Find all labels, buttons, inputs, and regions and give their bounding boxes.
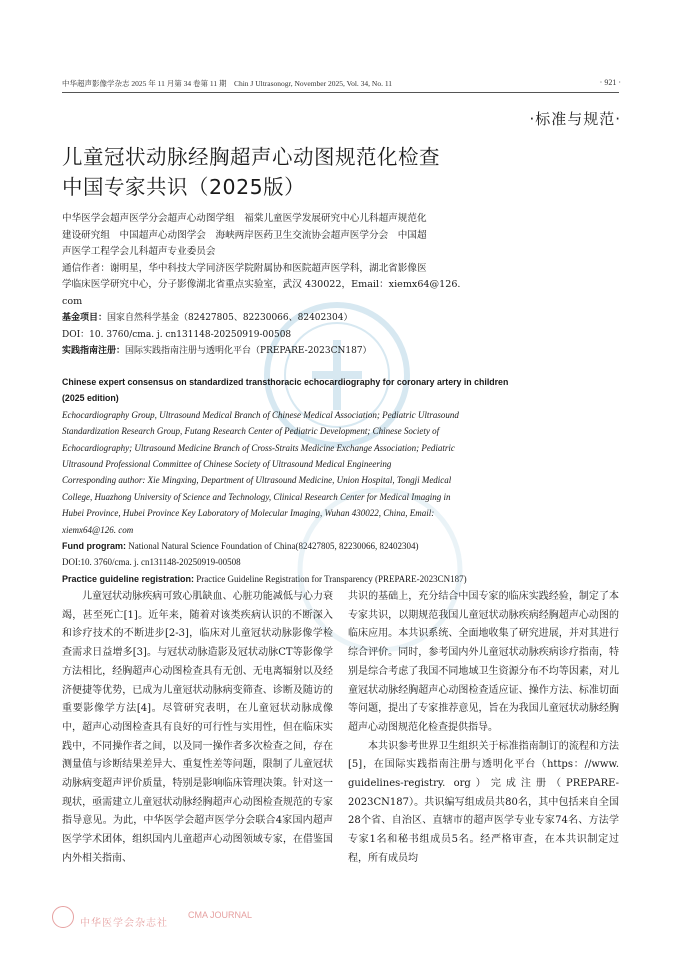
text-line: 访的重要影像学方法[4]。尽管研究表明，在儿童冠状	[62, 684, 334, 715]
title-line-1: 儿童冠状动脉经胸超声心动图规范化检查	[62, 145, 440, 169]
text-line: 提供指导。	[448, 721, 498, 733]
running-head: 中华超声影像学杂志 2025 年 11 月第 34 卷第 11 期 Chin J Ultrasonogr, November 2025, Vol. 34, No. 11	[62, 79, 393, 88]
paragraph	[348, 588, 619, 738]
text-line: 这一现状，亟需建立儿童冠状动脉经胸超声心动图	[62, 778, 334, 808]
text-line: 参考国内外儿童冠状动脉疾病诊疗指南，特别是综	[348, 647, 620, 677]
text-line: 实用性，但在临床实践中，不同操作者之间，以及	[62, 721, 334, 752]
body-column-right	[348, 588, 619, 869]
text-line: 合考虑了我国不同地域卫生资源分布不均等因素，	[378, 665, 599, 677]
corr-line: 通信作者：谢明星，华中科技大学同济医学院附属协和医院超声医学科，湖北省影像医	[62, 262, 427, 274]
registration-label: 实践指南注册：	[62, 346, 126, 356]
english-affil-line: Echocardiography; Ultrasound Medicine Branch of Cross-Straits Medicine Exchange Association; Pediatric	[62, 442, 455, 453]
text-line: （PREPARE-2023CN187）。共识编写组成员共80名，	[348, 778, 620, 808]
text-line: 共识的基础上，充分结合中国专家的临床实践经验，	[348, 591, 579, 602]
text-line: 儿童超声心动图领域专家，在借鉴国内外相关指南、	[62, 834, 334, 864]
fund-label: 基金项目：	[62, 313, 108, 323]
text-line: 制定了本专家共识，以期规范我国儿童冠状动脉疾	[348, 591, 620, 621]
text-line: 同一操作者多次检查之间，存在测量值与诊断结果	[62, 740, 333, 771]
header-rule	[62, 92, 619, 93]
text-line: 差异大、重复性差等问题，限制了儿童冠状动脉病	[62, 759, 334, 790]
english-affil-line: Ultrasound Professional Committee of Chinese Society of Ultrasound Medical Engineering	[62, 459, 392, 470]
chinese-frontmatter	[62, 211, 522, 360]
text-line: 检查规范的专家指导意见。为此，中华医学会超声	[62, 796, 334, 827]
text-line: 医学分会联合4家国内超声医学学术团体，组织国内	[62, 815, 333, 846]
fund-line	[62, 310, 522, 327]
text-line: 对儿童冠状动脉影像学检查需求日益增多[3]。与冠状	[62, 628, 334, 659]
text-line: 名。经严格审查，在本共识制定过程，所有成员均	[348, 834, 619, 864]
text-line: 儿童冠状动脉疾病可致心肌缺血、心脏功能减	[82, 591, 283, 602]
author-line: 声医学工程学会儿科超声专业委员会	[62, 246, 216, 257]
fund-value: 国家自然科学基金（82427805、82230066、82402304）	[107, 313, 353, 323]
text-line: 病认识的不断深入和诊疗技术的不断进步[2-3]，临床	[62, 609, 334, 640]
english-registration-label: Practice guideline registration:	[62, 573, 195, 584]
author-line: 建设研究组 中国超声心动图学会 海峡两岸医药卫生交流协会超声医学分会 中国超	[62, 229, 427, 241]
publisher-name-en: CMA JOURNAL	[188, 910, 253, 920]
english-title-line: Chinese expert consensus on standardized transthoracic echocardiography for coronary artery in children	[62, 377, 509, 387]
english-registration-value: Practice Guideline Registration for Transparency (PREPARE-2023CN187)	[194, 573, 467, 584]
text-line: （https：//www. guidelines-registry. org）完成注册	[348, 759, 620, 790]
english-title-line: (2025 edition)	[62, 393, 119, 404]
text-line: 动脉造影及冠状动脉CT等影像学方法相比，经胸超	[62, 647, 333, 677]
english-fund-value: National Natural Science Foundation of China(82427805, 82230066, 82402304)	[126, 541, 419, 552]
text-line: 其中包括来自全国28个省、自治区、直辖市的超声	[348, 796, 619, 827]
registration-value: 国际实践指南注册与透明化平台（PREPARE-2023CN187）	[125, 346, 372, 356]
text-line: 地收集了研究进展，并对其进行综合评价。同时，	[348, 628, 619, 659]
english-corr-line: Corresponding author: Xie Mingxing, Department of Ultrasound Medicine, Union Hospital, Tongji Medical	[62, 475, 452, 486]
paragraph	[62, 588, 333, 869]
english-doi-line: DOI:10. 3760/cma. j. cn131148-20250919-00508	[62, 557, 241, 568]
text-line: 等优势，已成为儿童冠状动脉病变筛查、诊断及随	[92, 684, 313, 696]
corr-line: 学临床医学研究中心，分子影像湖北省重点实验室，武汉 430022，Email：xiemx64@126.	[62, 279, 461, 290]
doi-line: DOI：10. 3760/cma. j. cn131148-20250919-00508	[62, 329, 292, 340]
english-corr-line: Hubei Province, Hubei Province Key Laboratory of Molecular Imaging, Wuhan 430022, China, Email:	[62, 508, 435, 519]
author-line: 中华医学会超声医学分会超声心动图学组 福棠儿童医学发展研究中心儿科超声规范化	[62, 213, 427, 224]
paragraph	[348, 738, 619, 869]
section-label: ·标准与规范·	[529, 110, 621, 128]
publisher-logo-icon	[52, 906, 74, 928]
text-line: 流程和方法[5]，在国际实践指南注册与透明化平台	[348, 740, 620, 771]
english-corr-line: College, Huazhong University of Science and Technology, Clinical Research Center for Medical Imaging in	[62, 491, 451, 502]
text-line: 病经胸超声心动图的临床应用。本共识系统、全面	[348, 609, 620, 640]
page-number: · 921 ·	[599, 78, 621, 87]
text-line: 低与心力衰竭，甚至死亡[1]。近年来，随着对该类疾	[62, 591, 334, 621]
english-corr-line: xiemx64@126. com	[62, 524, 134, 535]
text-line: 变超声评价质量，特别是影响临床管理决策。针对	[92, 778, 313, 790]
text-line: 本共识参考世界卫生组织关于标准指南制订的	[368, 740, 569, 752]
text-line: 声心动图检查具有无创、无电离辐射以及经济便捷	[62, 665, 334, 696]
registration-line	[62, 343, 522, 360]
text-line: 在为我国儿童冠状动脉经胸超声心动图规范化检查	[348, 703, 620, 733]
english-affil-line: Standardization Research Group, Futang Research Center of Pediatric Development; Chinese Society of	[62, 426, 440, 437]
text-line: 医学专业专家74名、方法学专家1名和秘书组成员5	[348, 815, 619, 846]
english-fund-label: Fund program:	[62, 541, 126, 552]
text-line: 对儿童冠状动脉经胸超声心动图检查适应证、操作	[348, 665, 620, 696]
corr-line: com	[62, 295, 83, 307]
text-line: 动脉成像中，超声心动图检查具有良好的可行性与	[62, 703, 333, 733]
body-column-left	[62, 588, 333, 869]
english-affil-line: Echocardiography Group, Ultrasound Medical Branch of Chinese Medical Association; Pediatric Ultrasound	[62, 409, 459, 420]
publisher-name: 中华医学会杂志社	[80, 918, 168, 929]
title-line-2: 中国专家共识（2025版）	[62, 175, 306, 199]
article-title	[62, 142, 582, 202]
text-line: 方法、标准切面等问题，提出了专家推荐意见，旨	[348, 684, 620, 715]
